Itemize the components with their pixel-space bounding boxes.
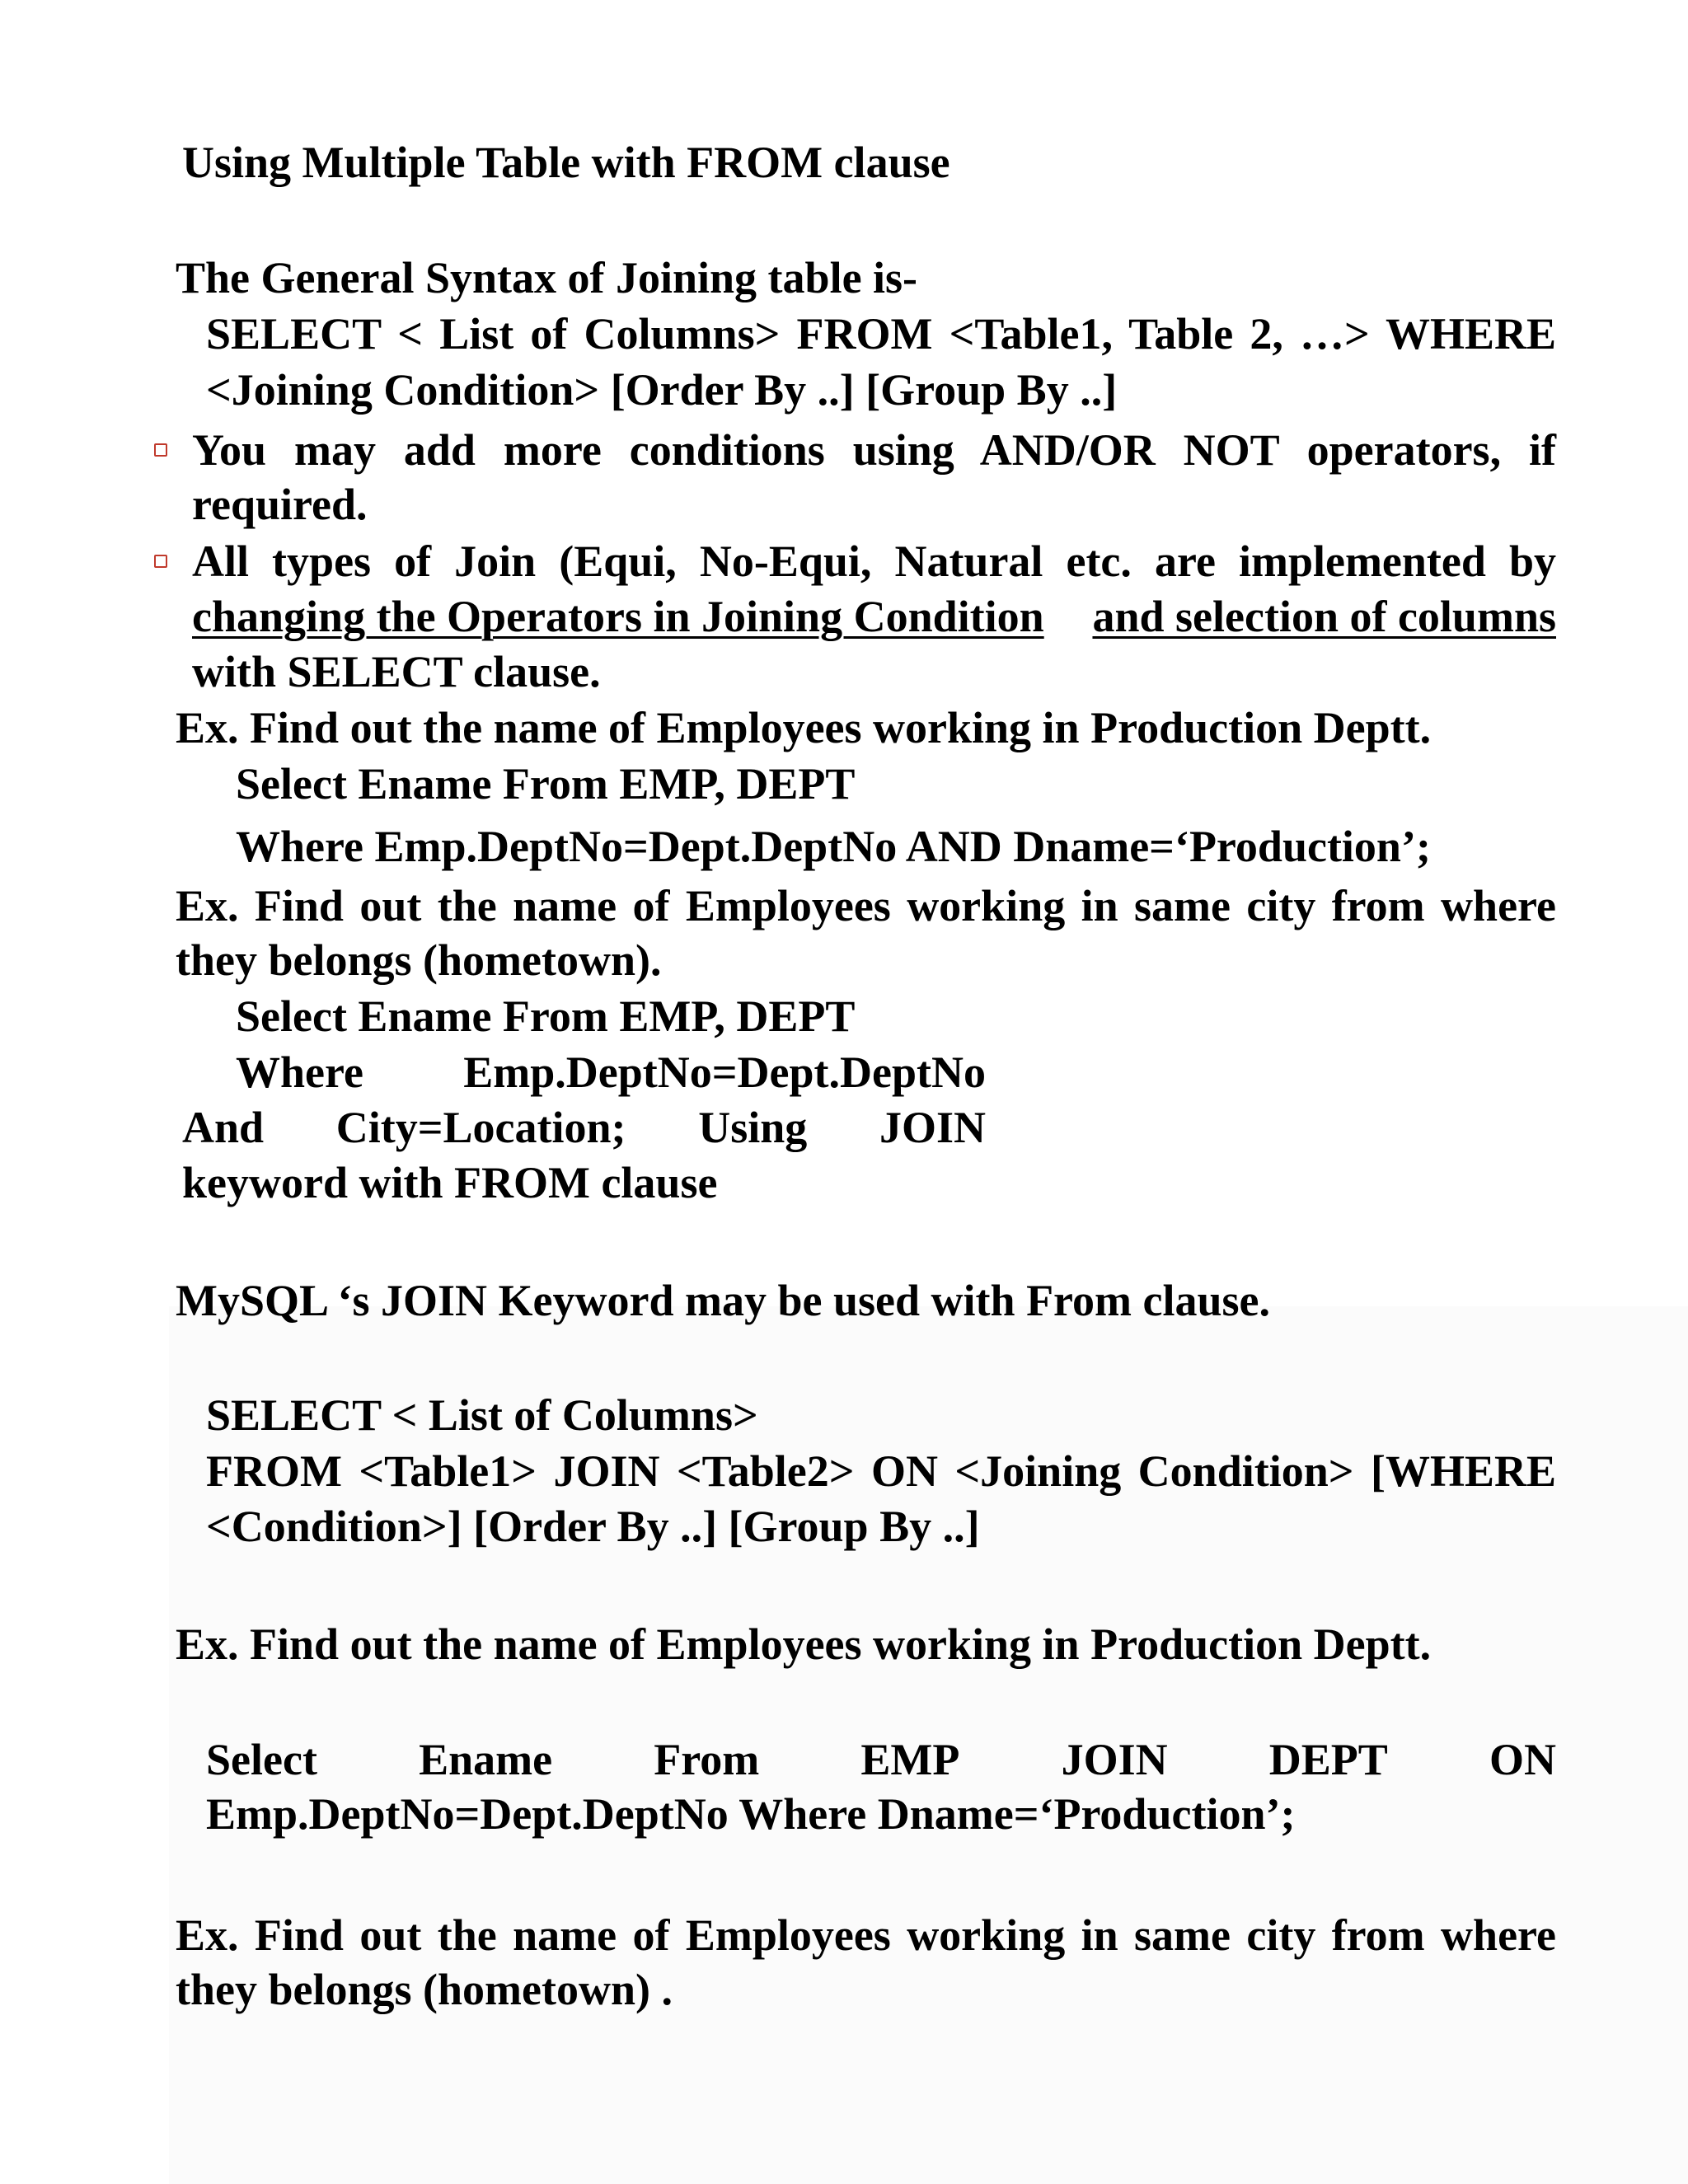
word: Emp.DeptNo=Dept.DeptNo xyxy=(463,1047,986,1097)
word: Select xyxy=(206,1735,317,1784)
join-intro: MySQL ‘s JOIN Keyword may be used with From clause. xyxy=(176,1276,1271,1325)
syntax2-line2-text: FROM <Table1> JOIN <Table2> ON <Joining Condition> [WHERE xyxy=(206,1446,1556,1496)
word: JOIN xyxy=(1061,1735,1168,1784)
example2-question-line1-text: Ex. Find out the name of Employees working in same city from where xyxy=(176,881,1556,930)
example1-query-line2: Where Emp.DeptNo=Dept.DeptNo AND Dname=‘Production’; xyxy=(236,822,1431,871)
bullet1-line1 xyxy=(192,423,1556,477)
example2-query-line1: Select Ename From EMP, DEPT xyxy=(236,991,856,1041)
example3-query-line1 xyxy=(206,1732,1556,1787)
underlined-phrase: and selection of columns xyxy=(1092,592,1556,641)
bullet2-line1-text: All types of Join (Equi, No-Equi, Natural etc. are implemented by xyxy=(192,537,1556,586)
bullet2-line1 xyxy=(192,534,1556,588)
word: ON xyxy=(1489,1735,1556,1784)
word: DEPT xyxy=(1268,1735,1388,1784)
example4-question-line1-text: Ex. Find out the name of Employees working in same city from where xyxy=(176,1910,1556,1960)
syntax2-line1: SELECT < List of Columns> xyxy=(206,1390,758,1440)
example2-question-line1 xyxy=(176,879,1556,933)
syntax1-line1-text: SELECT < List of Columns> FROM <Table1, Table 2, …> WHERE xyxy=(206,309,1556,359)
example3-query-line2: Emp.DeptNo=Dept.DeptNo Where Dname=‘Production’; xyxy=(206,1789,1296,1839)
bullet1-line2: required. xyxy=(192,480,368,529)
bullet2-line3: with SELECT clause. xyxy=(192,647,601,696)
example2-query-line3 xyxy=(182,1100,986,1155)
word: JOIN xyxy=(879,1103,986,1152)
syntax-intro: The General Syntax of Joining table is- xyxy=(176,253,918,302)
word: EMP xyxy=(860,1735,960,1784)
syntax2-line2 xyxy=(206,1444,1556,1498)
example2-query-line4: keyword with FROM clause xyxy=(182,1158,718,1207)
bullet-square-icon xyxy=(154,443,167,457)
bullet1-line1-text: You may add more conditions using AND/OR NOT operators, if xyxy=(192,425,1556,475)
example2-question-line2: they belongs (hometown). xyxy=(176,935,662,985)
word: Ename xyxy=(419,1735,553,1784)
example3-question: Ex. Find out the name of Employees working in Production Deptt. xyxy=(176,1619,1432,1669)
example1-query-line1: Select Ename From EMP, DEPT xyxy=(236,759,856,808)
example4-question-line2: they belongs (hometown) . xyxy=(176,1965,673,2014)
word: City=Location; xyxy=(335,1103,626,1152)
word: From xyxy=(654,1735,760,1784)
underlined-phrase: changing the Operators in Joining Condition xyxy=(192,592,1044,641)
syntax1-line2: <Joining Condition> [Order By ..] [Group By ..] xyxy=(206,365,1118,415)
syntax2-line3: <Condition>] [Order By ..] [Group By ..] xyxy=(206,1502,980,1551)
heading: Using Multiple Table with FROM clause xyxy=(182,138,950,187)
word: And xyxy=(182,1103,265,1152)
syntax1-line1 xyxy=(206,307,1556,361)
word: Where xyxy=(236,1047,363,1097)
example1-question: Ex. Find out the name of Employees working in Production Deptt. xyxy=(176,703,1432,752)
word: Using xyxy=(698,1103,808,1152)
example2-query-line2 xyxy=(236,1045,986,1099)
bullet2-line2 xyxy=(192,589,1556,644)
example4-question-line1 xyxy=(176,1908,1556,1962)
bullet-square-icon xyxy=(154,555,167,568)
